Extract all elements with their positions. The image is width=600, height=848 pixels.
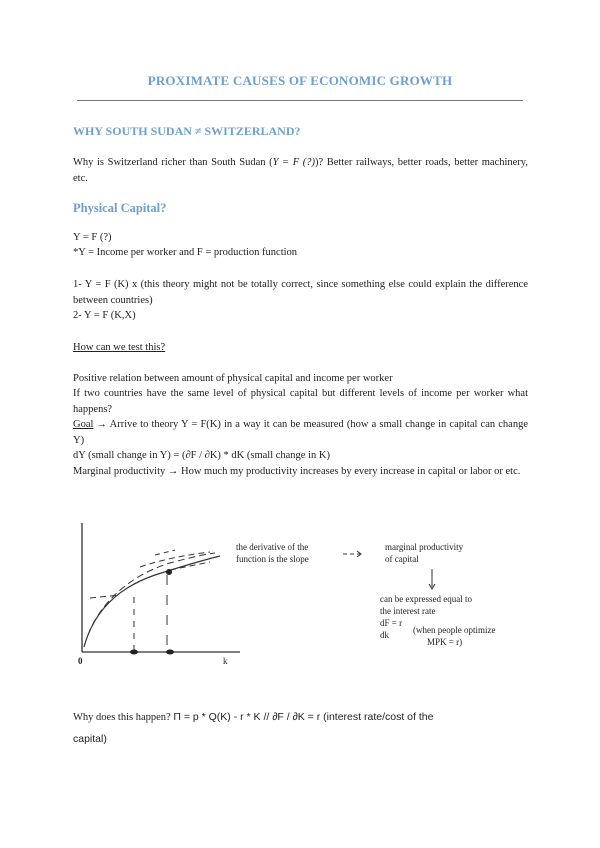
fraction-denominator: dk — [380, 630, 389, 640]
mp-note-1: marginal productivity — [385, 542, 464, 552]
definition-line: Y = F (?) — [73, 232, 112, 243]
axis-point — [130, 650, 138, 655]
mp-note-2: of capital — [385, 554, 419, 564]
goal-rest: → Arrive to theory Y = F(K) in a way it can be measured (how a small change in capital can change Y) — [73, 419, 528, 446]
origin-label: 0 — [78, 656, 83, 666]
why-line-end: capital) — [73, 733, 107, 745]
theory-2: 2- Y = F (K,X) — [73, 310, 136, 321]
expression-note-2: the interest rate — [380, 606, 436, 616]
axis-point — [166, 650, 174, 655]
physical-capital-heading: Physical Capital? — [73, 201, 167, 215]
section-heading: WHY SOUTH SUDAN ≠ SWITZERLAND? — [73, 124, 301, 138]
theory-1: 1- Y = F (K) x (this theory might not be totally correct, since something else could explain the difference between countries) — [73, 279, 528, 306]
optimize-note-2: MPK = r) — [427, 637, 463, 647]
derivative-note-2: function is the slope — [236, 554, 309, 564]
why-paragraph — [73, 705, 528, 730]
tangent-line — [155, 550, 175, 555]
intro-pre: Why is Switzerland richer than South Sudan ( — [73, 157, 273, 168]
document-title: PROXIMATE CAUSES OF ECONOMIC GROWTH — [147, 73, 453, 88]
goal-label: Goal — [73, 419, 94, 430]
fraction-numerator: dF = r — [380, 618, 403, 628]
optimize-note-1: (when people optimize — [413, 625, 496, 635]
why-formula: Π = p * Q(K) - r * K // ∂F / ∂K = r (interest rate/cost of the — [173, 711, 434, 723]
intro-paragraph — [73, 155, 528, 186]
curve-tail-top — [140, 552, 210, 567]
marginal-productivity-line: Marginal productivity → How much my productivity increases by every increase in capital or labor or etc. — [73, 466, 521, 477]
derivative-note-1: the derivative of the — [236, 542, 309, 552]
test-heading: How can we test this? — [73, 342, 166, 353]
goal-paragraph — [73, 417, 528, 448]
expression-note-1: can be expressed equal to — [380, 594, 472, 604]
why-pre: Why does this happen? — [73, 712, 174, 723]
dy-line: dY (small change in Y) = (∂F / ∂K) * dK (small change in K) — [73, 450, 330, 461]
curve-point — [166, 569, 172, 575]
intro-formula: Y = F (?) — [272, 157, 315, 168]
axis-k-label: k — [223, 656, 228, 666]
production-function-diagram — [60, 515, 530, 675]
definition-line: *Y = Income per worker and F = production function — [73, 247, 298, 258]
intro-post: )? Better railways, better roads, better machinery, etc. — [73, 157, 528, 184]
title-divider — [77, 100, 523, 101]
test-line-2: If two countries have the same level of physical capital but different levels of income per worker what happens? — [73, 388, 528, 415]
test-line-1: Positive relation between amount of physical capital and income per worker — [73, 373, 393, 384]
production-curve-dashed — [88, 553, 215, 635]
